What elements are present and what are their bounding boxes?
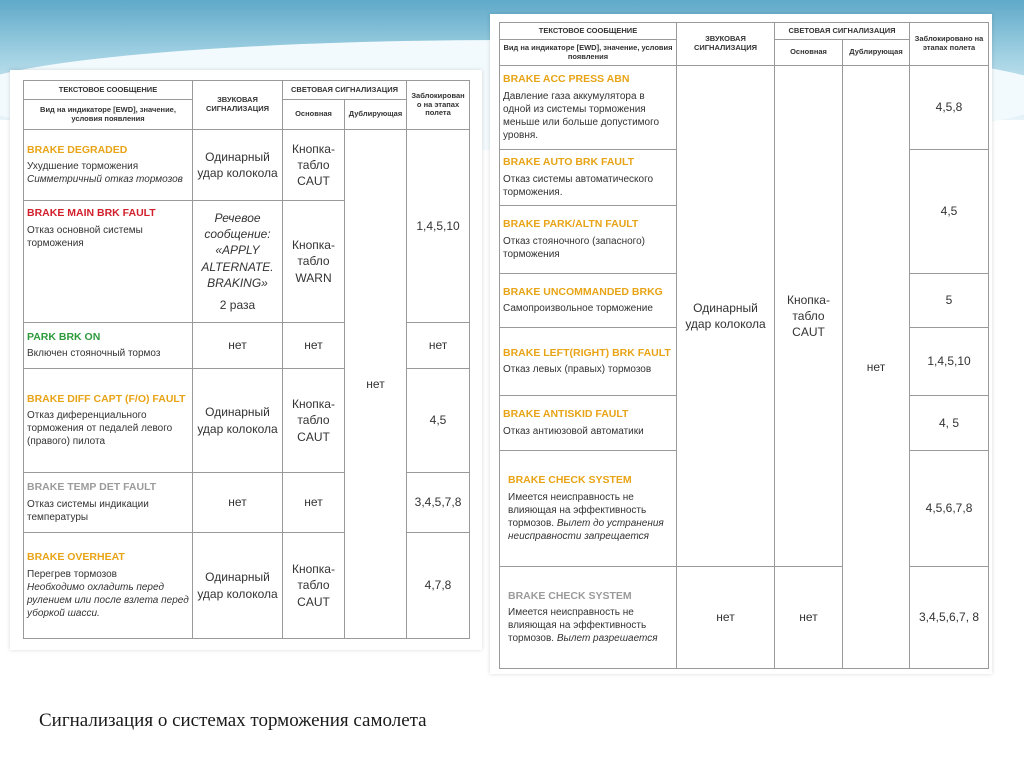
message-desc: Имеется неисправность не влияющая на эффективность тормозов. bbox=[508, 491, 647, 529]
header-main: Основная bbox=[283, 100, 345, 130]
blocked-cell: 1,4,5,10 bbox=[910, 328, 989, 396]
message-title: BRAKE AUTO BRK FAULT bbox=[503, 156, 635, 169]
sound-cell: нет bbox=[193, 473, 283, 533]
message-desc: Имеется неисправность не влияющая на эффективность тормозов. bbox=[508, 607, 647, 645]
duplicate-cell: нет bbox=[345, 130, 407, 639]
main-cell: нет bbox=[775, 567, 843, 669]
table-row bbox=[500, 66, 989, 150]
table-row bbox=[24, 130, 470, 201]
message-title: BRAKE PARK/ALTN FAULT bbox=[503, 218, 639, 231]
message-desc-extra: Симметричный отказ тормозов bbox=[27, 174, 183, 186]
blocked-cell: 4,5 bbox=[910, 150, 989, 274]
main-cell: нет bbox=[283, 323, 345, 369]
message-desc: Перегрев тормозов bbox=[27, 568, 117, 580]
message-desc-extra: Необходимо охладить перед рулением или после взлета перед уборкой шасси. bbox=[27, 581, 189, 619]
blocked-cell: 3,4,5,7,8 bbox=[407, 473, 470, 533]
message-title: BRAKE UNCOMMANDED BRKG bbox=[503, 285, 663, 298]
left-table-panel bbox=[10, 70, 482, 650]
sound-cell: Одинарный удар колокола bbox=[193, 369, 283, 473]
message-desc-italic: Вылет до устранения неисправности запрещается bbox=[508, 517, 664, 542]
message-desc: Отказ антиюзовой автоматики bbox=[503, 425, 644, 437]
message-title: BRAKE MAIN BRK FAULT bbox=[27, 207, 156, 219]
blocked-cell: 3,4,5,6,7, 8 bbox=[910, 567, 989, 669]
sound-cell: нет bbox=[193, 323, 283, 369]
header-blocked: Заблокирован о на этапах полета bbox=[407, 81, 470, 130]
blocked-cell: 4, 5 bbox=[910, 396, 989, 451]
blocked-cell: нет bbox=[407, 323, 470, 369]
sound-cell-repeat: 2 раза bbox=[219, 297, 256, 312]
header-light: СВЕТОВАЯ СИГНАЛИЗАЦИЯ bbox=[283, 81, 407, 100]
blocked-cell: 4,7,8 bbox=[407, 533, 470, 639]
right-brake-table bbox=[499, 22, 989, 669]
message-desc: Отказ стояночного (запасного) торможения bbox=[503, 235, 645, 260]
message-desc: Отказ диференциального торможения от педалей левого (правого) пилота bbox=[27, 410, 173, 448]
blocked-cell: 1,4,5,10 bbox=[407, 130, 470, 323]
message-desc: Отказ левых (правых) тормозов bbox=[503, 364, 652, 376]
blocked-cell: 4,5,8 bbox=[910, 66, 989, 150]
message-desc: Самопроизвольное торможение bbox=[503, 303, 653, 315]
message-title: BRAKE ACC PRESS ABN bbox=[503, 73, 630, 86]
main-cell: Кнопка-табло CAUT bbox=[775, 66, 843, 567]
message-title: BRAKE CHECK SYSTEM bbox=[508, 474, 632, 487]
left-brake-table bbox=[23, 80, 470, 639]
message-desc: Отказ системы автоматического торможения. bbox=[503, 173, 654, 198]
blocked-cell: 4,5,6,7,8 bbox=[910, 451, 989, 567]
right-table-panel bbox=[490, 14, 992, 674]
header-text-message: ТЕКСТОВОЕ СООБЩЕНИЕ bbox=[24, 81, 193, 100]
sound-cell: Одинарный удар колокола bbox=[193, 130, 283, 201]
main-cell: Кнопка-табло CAUT bbox=[283, 130, 345, 201]
header-text-message-sub: Вид на индикаторе [EWD], значение, условия появления bbox=[500, 40, 677, 66]
message-desc: Давление газа аккумулятора в одной из системы торможения меньше или больше допустимого уровня. bbox=[503, 90, 660, 141]
message-title: BRAKE CHECK SYSTEM bbox=[508, 589, 632, 602]
main-cell: Кнопка-табло CAUT bbox=[283, 533, 345, 639]
header-blocked: Заблокировано на этапах полета bbox=[910, 23, 989, 66]
header-sound: ЗВУКОВАЯ СИГНАЛИЗАЦИЯ bbox=[677, 23, 775, 66]
message-title: BRAKE LEFT(RIGHT) BRK FAULT bbox=[503, 346, 671, 359]
message-title: BRAKE DIFF CAPT (F/O) FAULT bbox=[27, 392, 186, 405]
message-desc: Отказ системы индикации температуры bbox=[27, 498, 149, 523]
header-duplicate: Дублирующая bbox=[843, 40, 910, 66]
sound-cell: Одинарный удар колокола bbox=[677, 66, 775, 567]
message-desc: Отказ основной системы торможения bbox=[27, 224, 143, 249]
sound-cell: Одинарный удар колокола bbox=[193, 533, 283, 639]
header-text-message: ТЕКСТОВОЕ СООБЩЕНИЕ bbox=[500, 23, 677, 40]
header-light: СВЕТОВАЯ СИГНАЛИЗАЦИЯ bbox=[775, 23, 910, 40]
header-text-message-sub: Вид на индикаторе [EWD], значение, условия появления bbox=[24, 100, 193, 130]
duplicate-cell: нет bbox=[843, 66, 910, 669]
message-title: BRAKE DEGRADED bbox=[27, 143, 128, 156]
message-title: BRAKE OVERHEAT bbox=[27, 551, 125, 564]
header-sound: ЗВУКОВАЯ СИГНАЛИЗАЦИЯ bbox=[193, 81, 283, 130]
header-duplicate: Дублирующая bbox=[345, 100, 407, 130]
sound-cell: нет bbox=[677, 567, 775, 669]
main-cell: Кнопка-табло CAUT bbox=[283, 369, 345, 473]
message-desc-italic: Вылет разрешается bbox=[556, 633, 658, 645]
header-main: Основная bbox=[775, 40, 843, 66]
sound-cell: Речевое сообщение: «APPLY ALTERNATE. BRAKING» bbox=[201, 210, 274, 290]
message-title: BRAKE TEMP DET FAULT bbox=[27, 481, 157, 494]
table-row bbox=[500, 567, 989, 669]
message-desc: Ухудшение торможения bbox=[27, 161, 139, 173]
message-title: BRAKE ANTISKID FAULT bbox=[503, 408, 629, 421]
message-title: PARK BRK ON bbox=[27, 330, 101, 343]
main-cell: нет bbox=[283, 473, 345, 533]
blocked-cell: 5 bbox=[910, 274, 989, 328]
blocked-cell: 4,5 bbox=[407, 369, 470, 473]
slide-caption: Сигнализация о системах торможения самолета bbox=[39, 710, 427, 731]
message-desc: Включен стояночный тормоз bbox=[27, 348, 161, 360]
main-cell: Кнопка-табло WARN bbox=[283, 201, 345, 323]
